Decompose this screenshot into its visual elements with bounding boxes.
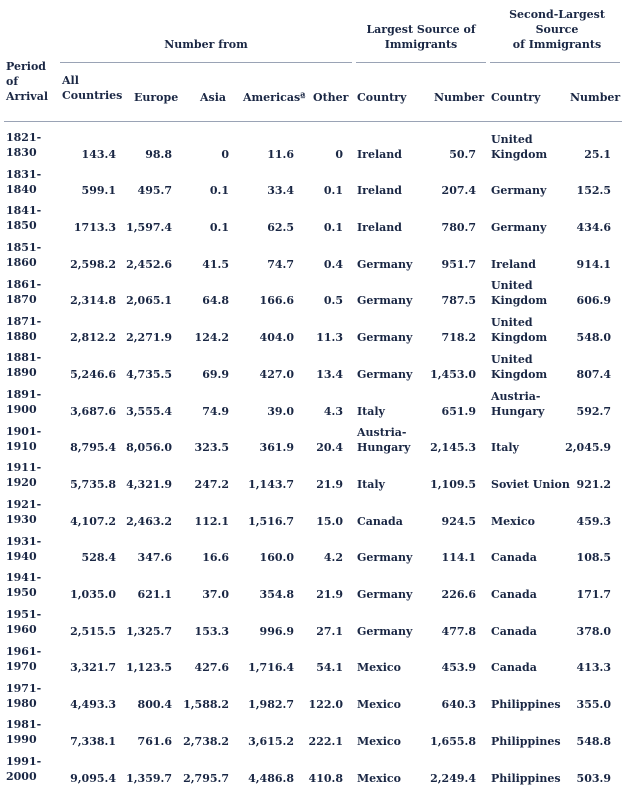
rule-number-from (60, 62, 352, 63)
all-countries-cell: 528.4 (81, 551, 116, 565)
second-country-cell: Austria- Hungary (491, 389, 545, 418)
header-second-largest: Second-Largest Source of Immigrants (509, 8, 605, 51)
header-country-largest: Country (357, 91, 407, 104)
asia-cell: 323.5 (194, 441, 229, 455)
period-cell: 1991- 2000 (6, 754, 42, 783)
europe-cell: 1,123.5 (126, 661, 172, 675)
second-number-cell: 807.4 (576, 367, 611, 381)
europe-cell: 347.6 (137, 551, 172, 565)
largest-country-cell: Italy (357, 404, 385, 418)
table-row (0, 200, 628, 237)
all-countries-cell: 2,515.5 (70, 624, 116, 638)
second-number-cell: 592.7 (576, 404, 611, 418)
all-countries-cell: 5,246.6 (70, 367, 116, 381)
other-cell: 11.3 (316, 331, 343, 345)
largest-number-cell: 1,655.8 (430, 734, 476, 748)
largest-number-cell: 718.2 (441, 331, 476, 345)
largest-number-cell: 1,109.5 (430, 477, 476, 491)
second-country-cell: Philippines (491, 698, 561, 712)
americas-cell: 39.0 (267, 404, 294, 418)
second-country-cell: United Kingdom (491, 316, 548, 345)
europe-cell: 1,597.4 (126, 221, 172, 235)
header-europe: Europe (134, 91, 179, 104)
largest-country-cell: Mexico (357, 661, 401, 675)
largest-number-cell: 924.5 (441, 514, 476, 528)
asia-cell: 16.6 (202, 551, 229, 565)
header-number-from: Number from (164, 38, 248, 51)
americas-cell: 1,143.7 (248, 477, 294, 491)
all-countries-cell: 2,598.2 (70, 257, 116, 271)
americas-cell: 160.0 (259, 551, 294, 565)
europe-cell: 495.7 (137, 184, 172, 198)
europe-cell: 3,555.4 (126, 404, 172, 418)
all-countries-cell: 5,735.8 (70, 477, 116, 491)
header-period: Period of Arrival (6, 60, 49, 103)
largest-country-cell: Canada (357, 514, 403, 528)
period-cell: 1861- 1870 (6, 277, 42, 306)
second-country-cell: Philippines (491, 771, 561, 785)
largest-number-cell: 651.9 (441, 404, 476, 418)
all-countries-cell: 143.4 (81, 147, 116, 161)
europe-cell: 761.6 (137, 734, 172, 748)
second-country-cell: Mexico (491, 514, 535, 528)
americas-cell: 3,615.2 (248, 734, 294, 748)
other-cell: 0 (335, 147, 343, 161)
largest-number-cell: 2,145.3 (430, 441, 476, 455)
americas-cell: 4,486.8 (248, 771, 294, 785)
largest-country-cell: Germany (357, 367, 413, 381)
second-number-cell: 434.6 (576, 221, 611, 235)
table-row (0, 751, 628, 788)
asia-cell: 247.2 (194, 477, 229, 491)
second-country-cell: United Kingdom (491, 132, 548, 161)
table-row (0, 274, 628, 311)
header-asia: Asia (200, 91, 227, 104)
americas-cell: 62.5 (267, 221, 294, 235)
other-cell: 0.4 (323, 257, 343, 271)
asia-cell: 112.1 (194, 514, 229, 528)
period-cell: 1921- 1930 (6, 498, 42, 526)
second-country-cell: Ireland (491, 257, 536, 271)
largest-number-cell: 50.7 (449, 147, 476, 161)
header-country-second: Country (491, 91, 541, 104)
period-cell: 1971- 1980 (6, 681, 42, 710)
largest-country-cell: Ireland (357, 184, 402, 198)
table-row (0, 604, 628, 641)
table-row (0, 494, 628, 531)
largest-number-cell: 453.9 (441, 661, 476, 675)
europe-cell: 800.4 (137, 698, 172, 712)
second-number-cell: 413.3 (576, 661, 611, 675)
largest-country-cell: Austria- Hungary (357, 426, 411, 455)
largest-number-cell: 226.6 (441, 588, 476, 602)
rule-second-largest (490, 62, 620, 63)
second-country-cell: Canada (491, 661, 537, 675)
asia-cell: 124.2 (194, 331, 229, 345)
header-number-second: Number (570, 91, 621, 104)
second-number-cell: 606.9 (576, 294, 611, 308)
header-other: Other (313, 91, 349, 104)
second-number-cell: 25.1 (584, 147, 611, 161)
largest-country-cell: Germany (357, 551, 413, 565)
europe-cell: 8,056.0 (126, 441, 172, 455)
table-row (0, 127, 628, 164)
largest-country-cell: Mexico (357, 771, 401, 785)
second-number-cell: 108.5 (576, 551, 611, 565)
largest-country-cell: Mexico (357, 734, 401, 748)
americas-cell: 361.9 (259, 441, 294, 455)
asia-cell: 74.9 (202, 404, 229, 418)
americas-cell: 74.7 (267, 257, 294, 271)
second-number-cell: 152.5 (576, 184, 611, 198)
table-row (0, 567, 628, 604)
second-number-cell: 548.8 (576, 734, 611, 748)
second-number-cell: 914.1 (576, 257, 611, 271)
other-cell: 21.9 (316, 477, 343, 491)
largest-number-cell: 787.5 (441, 294, 476, 308)
second-number-cell: 2,045.9 (565, 441, 611, 455)
europe-cell: 2,271.9 (126, 331, 172, 345)
largest-country-cell: Ireland (357, 147, 402, 161)
table-row (0, 714, 628, 751)
second-number-cell: 548.0 (576, 331, 611, 345)
all-countries-cell: 2,314.8 (70, 294, 116, 308)
largest-number-cell: 780.7 (441, 221, 476, 235)
europe-cell: 98.8 (145, 147, 172, 161)
europe-cell: 4,321.9 (126, 477, 172, 491)
table-row (0, 384, 628, 421)
largest-country-cell: Germany (357, 588, 413, 602)
other-cell: 13.4 (316, 367, 343, 381)
americas-cell: 33.4 (267, 184, 294, 198)
asia-cell: 0.1 (209, 221, 229, 235)
asia-cell: 153.3 (194, 624, 229, 638)
second-country-cell: Canada (491, 551, 537, 565)
period-cell: 1881- 1890 (6, 351, 42, 380)
period-cell: 1981- 1990 (6, 718, 42, 747)
americas-cell: 1,716.4 (248, 661, 294, 675)
largest-country-cell: Mexico (357, 698, 401, 712)
period-cell: 1901- 1910 (6, 424, 42, 453)
largest-number-cell: 477.8 (441, 624, 476, 638)
all-countries-cell: 1713.3 (73, 221, 116, 235)
asia-cell: 1,588.2 (183, 698, 229, 712)
second-country-cell: United Kingdom (491, 279, 548, 308)
second-number-cell: 355.0 (576, 698, 611, 712)
largest-number-cell: 640.3 (441, 698, 476, 712)
table-row (0, 678, 628, 715)
all-countries-cell: 599.1 (81, 184, 116, 198)
largest-country-cell: Ireland (357, 221, 402, 235)
all-countries-cell: 4,493.3 (70, 698, 116, 712)
americas-cell: 354.8 (259, 588, 294, 602)
period-cell: 1891- 1900 (6, 387, 42, 416)
period-cell: 1871- 1880 (6, 314, 42, 343)
second-country-cell: Canada (491, 588, 537, 602)
asia-cell: 37.0 (202, 588, 229, 602)
europe-cell: 621.1 (137, 588, 172, 602)
all-countries-cell: 7,338.1 (70, 734, 116, 748)
americas-cell: 996.9 (259, 624, 294, 638)
other-cell: 410.8 (308, 771, 343, 785)
table-row (0, 164, 628, 201)
table-row (0, 237, 628, 274)
other-cell: 122.0 (308, 698, 343, 712)
largest-number-cell: 951.7 (441, 257, 476, 271)
all-countries-cell: 4,107.2 (70, 514, 116, 528)
other-cell: 15.0 (316, 514, 343, 528)
table-row (0, 311, 628, 348)
largest-number-cell: 114.1 (441, 551, 476, 565)
period-cell: 1941- 1950 (6, 571, 42, 600)
asia-cell: 41.5 (202, 257, 229, 271)
asia-cell: 0 (221, 147, 229, 161)
rule-header-bottom (4, 121, 622, 122)
period-cell: 1951- 1960 (6, 608, 42, 637)
all-countries-cell: 8,795.4 (70, 441, 116, 455)
period-cell: 1851- 1860 (6, 241, 42, 270)
other-cell: 54.1 (316, 661, 343, 675)
europe-cell: 2,463.2 (126, 514, 172, 528)
americas-cell: 1,982.7 (248, 698, 294, 712)
asia-cell: 64.8 (202, 294, 229, 308)
other-cell: 21.9 (316, 588, 343, 602)
americas-cell: 166.6 (259, 294, 294, 308)
period-cell: 1821- 1830 (6, 131, 42, 159)
largest-country-cell: Germany (357, 331, 413, 345)
header-all-countries: All Countries (62, 74, 123, 102)
asia-cell: 0.1 (209, 184, 229, 198)
second-country-cell: Germany (491, 221, 547, 235)
asia-cell: 427.6 (194, 661, 229, 675)
americas-cell: 11.6 (267, 147, 294, 161)
other-cell: 20.4 (316, 441, 343, 455)
header-americas: Americasª (243, 91, 306, 104)
other-cell: 27.1 (316, 624, 343, 638)
period-cell: 1841- 1850 (6, 204, 42, 233)
largest-country-cell: Germany (357, 624, 413, 638)
all-countries-cell: 2,812.2 (70, 331, 116, 345)
other-cell: 0.1 (323, 221, 343, 235)
second-country-cell: Soviet Union (491, 477, 570, 491)
second-number-cell: 378.0 (576, 624, 611, 638)
all-countries-cell: 3,687.6 (70, 404, 116, 418)
all-countries-cell: 9,095.4 (70, 771, 116, 785)
rule-largest-source (356, 62, 486, 63)
second-number-cell: 503.9 (576, 771, 611, 785)
europe-cell: 4,735.5 (126, 367, 172, 381)
table-row (0, 347, 628, 384)
second-country-cell: Italy (491, 441, 519, 455)
other-cell: 4.2 (323, 551, 343, 565)
asia-cell: 2,738.2 (183, 734, 229, 748)
period-cell: 1931- 1940 (6, 534, 42, 563)
header-number-largest: Number (434, 91, 485, 104)
second-country-cell: Philippines (491, 734, 561, 748)
largest-country-cell: Germany (357, 257, 413, 271)
second-number-cell: 459.3 (576, 514, 611, 528)
second-country-cell: Canada (491, 624, 537, 638)
period-cell: 1911- 1920 (6, 461, 42, 490)
table-row (0, 531, 628, 568)
americas-cell: 404.0 (259, 331, 294, 345)
second-number-cell: 921.2 (576, 477, 611, 491)
largest-country-cell: Italy (357, 477, 385, 491)
second-country-cell: Germany (491, 184, 547, 198)
second-country-cell: United Kingdom (491, 352, 548, 381)
second-number-cell: 171.7 (576, 588, 611, 602)
other-cell: 222.1 (308, 734, 343, 748)
table-row (0, 641, 628, 678)
other-cell: 0.5 (323, 294, 343, 308)
asia-cell: 2,795.7 (183, 771, 229, 785)
largest-number-cell: 2,249.4 (430, 771, 476, 785)
europe-cell: 2,065.1 (126, 294, 172, 308)
other-cell: 4.3 (323, 404, 343, 418)
largest-number-cell: 1,453.0 (430, 367, 476, 381)
all-countries-cell: 3,321.7 (70, 661, 116, 675)
all-countries-cell: 1,035.0 (70, 588, 116, 602)
period-cell: 1961- 1970 (6, 644, 42, 673)
largest-number-cell: 207.4 (441, 184, 476, 198)
asia-cell: 69.9 (202, 367, 229, 381)
other-cell: 0.1 (323, 184, 343, 198)
europe-cell: 1,325.7 (126, 624, 172, 638)
table-row (0, 457, 628, 494)
table-row (0, 421, 628, 458)
header-largest-source: Largest Source of Immigrants (366, 23, 476, 51)
europe-cell: 1,359.7 (126, 771, 172, 785)
largest-country-cell: Germany (357, 294, 413, 308)
americas-cell: 427.0 (259, 367, 294, 381)
period-cell: 1831- 1840 (6, 167, 42, 196)
americas-cell: 1,516.7 (248, 514, 294, 528)
europe-cell: 2,452.6 (126, 257, 172, 271)
